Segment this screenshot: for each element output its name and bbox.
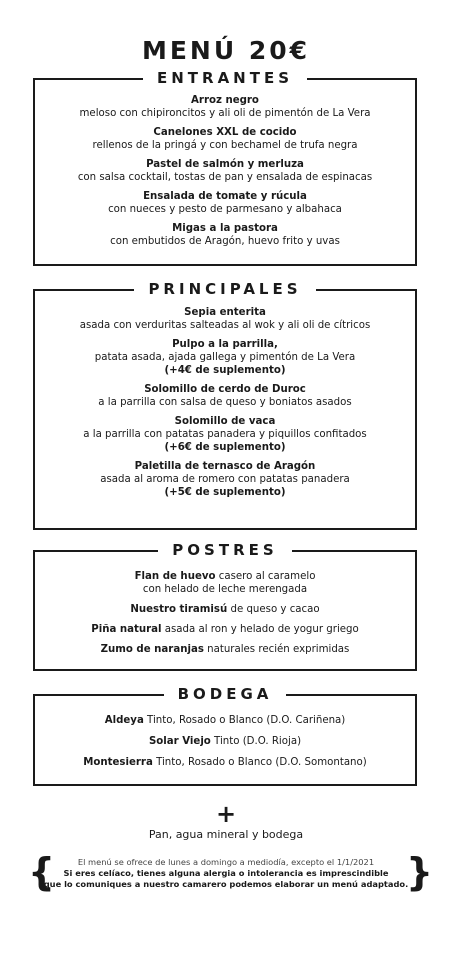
dish-name: Sepia enterita xyxy=(184,307,266,318)
supplement-note: (+4€ de suplemento) xyxy=(164,365,286,376)
wine-description: Tinto, Rosado o Blanco (D.O. Somontano) xyxy=(152,757,367,768)
dessert-description: casero al caramelo xyxy=(215,571,316,582)
dessert-name: Nuestro tiramisú xyxy=(130,604,228,615)
list-item xyxy=(35,126,415,152)
list-item xyxy=(35,306,415,332)
list-item xyxy=(35,383,415,409)
list-item xyxy=(35,338,415,377)
dish-description: rellenos de la pringá y con bechamel de trufa negra xyxy=(92,140,358,151)
dish-description: con salsa cocktail, tostas de pan y ensalada de espinacas xyxy=(77,172,373,183)
entrantes-section xyxy=(33,69,417,266)
menu-note xyxy=(30,857,422,890)
supplement-note: (+5€ de suplemento) xyxy=(164,487,286,498)
list-item xyxy=(35,222,415,248)
dish-name: Pulpo a la parrilla, xyxy=(172,339,278,350)
wine-name: Solar Viejo xyxy=(148,736,211,747)
entrantes-heading: ENTRANTES xyxy=(143,69,307,87)
availability-note: El menú se ofrece de lunes a domingo a mediodía, excepto el 1/1/2021 xyxy=(77,857,375,867)
dish-description: meloso con chipironcitos y ali oli de pimentón de La Vera xyxy=(79,108,371,119)
dish-description: a la parrilla con salsa de queso y boniatos asados xyxy=(98,397,352,408)
list-item xyxy=(35,94,415,120)
dessert-name: Piña natural xyxy=(91,624,162,635)
principales-heading: PRINCIPALES xyxy=(134,280,315,298)
left-brace-icon: { xyxy=(28,850,56,894)
list-item xyxy=(35,158,415,184)
dish-description: asada con verduritas salteadas al wok y ali oli de cítricos xyxy=(79,320,371,331)
list-item xyxy=(35,756,415,769)
dessert-description: de queso y cacao xyxy=(227,604,320,615)
wine-description: Tinto (D.O. Rioja) xyxy=(210,736,302,747)
wine-name: Montesierra xyxy=(83,757,153,768)
wine-description: Tinto, Rosado o Blanco (D.O. Cariñena) xyxy=(143,715,346,726)
list-item xyxy=(35,460,415,499)
bodega-section xyxy=(33,685,417,786)
dish-name: Arroz negro xyxy=(191,95,259,106)
principales-section xyxy=(33,280,417,530)
dish-description: patata asada, ajada gallega y pimentón de La Vera xyxy=(94,352,356,363)
list-item xyxy=(35,190,415,216)
allergy-note-line1: Si eres celíaco, tienes alguna alergia o intolerancia es imprescindible xyxy=(63,868,389,878)
dish-description: con embutidos de Aragón, huevo frito y uvas xyxy=(110,236,340,247)
right-brace-icon: } xyxy=(406,850,434,894)
dish-name: Paletilla de ternasco de Aragón xyxy=(134,461,316,472)
plus-icon: + xyxy=(215,800,237,828)
dessert-description: naturales recién exprimidas xyxy=(203,644,350,655)
dessert-description-line2: con helado de leche merengada xyxy=(142,584,308,595)
wine-name: Aldeya xyxy=(104,715,144,726)
postres-section xyxy=(33,541,417,671)
dish-name: Migas a la pastora xyxy=(172,223,278,234)
dessert-name: Zumo de naranjas xyxy=(100,644,204,655)
bodega-heading: BODEGA xyxy=(164,685,287,703)
dish-description: asada al aroma de romero con patatas panadera xyxy=(100,474,350,485)
dish-description: a la parrilla con patatas panadera y piquillos confitados xyxy=(83,429,367,440)
dessert-name: Flan de huevo xyxy=(134,571,216,582)
list-item xyxy=(35,603,415,616)
dessert-description: asada al ron y helado de yogur griego xyxy=(161,624,359,635)
list-item xyxy=(35,570,415,596)
list-item xyxy=(35,643,415,656)
dish-name: Canelones XXL de cocido xyxy=(153,127,297,138)
dish-name: Pastel de salmón y merluza xyxy=(146,159,304,170)
allergy-note-line2: que lo comuniques a nuestro camarero podemos elaborar un menú adaptado. xyxy=(43,879,409,889)
list-item xyxy=(35,415,415,454)
dish-name: Solomillo de vaca xyxy=(174,416,276,427)
included-extras: Pan, agua mineral y bodega xyxy=(148,828,304,841)
list-item xyxy=(35,735,415,748)
dish-name: Solomillo de cerdo de Duroc xyxy=(144,384,306,395)
dish-name: Ensalada de tomate y rúcula xyxy=(143,191,307,202)
list-item xyxy=(35,623,415,636)
postres-heading: POSTRES xyxy=(158,541,291,559)
menu-title: MENÚ 20€ xyxy=(141,36,311,65)
supplement-note: (+6€ de suplemento) xyxy=(164,442,286,453)
list-item xyxy=(35,714,415,727)
dish-description: con nueces y pesto de parmesano y albahaca xyxy=(108,204,342,215)
